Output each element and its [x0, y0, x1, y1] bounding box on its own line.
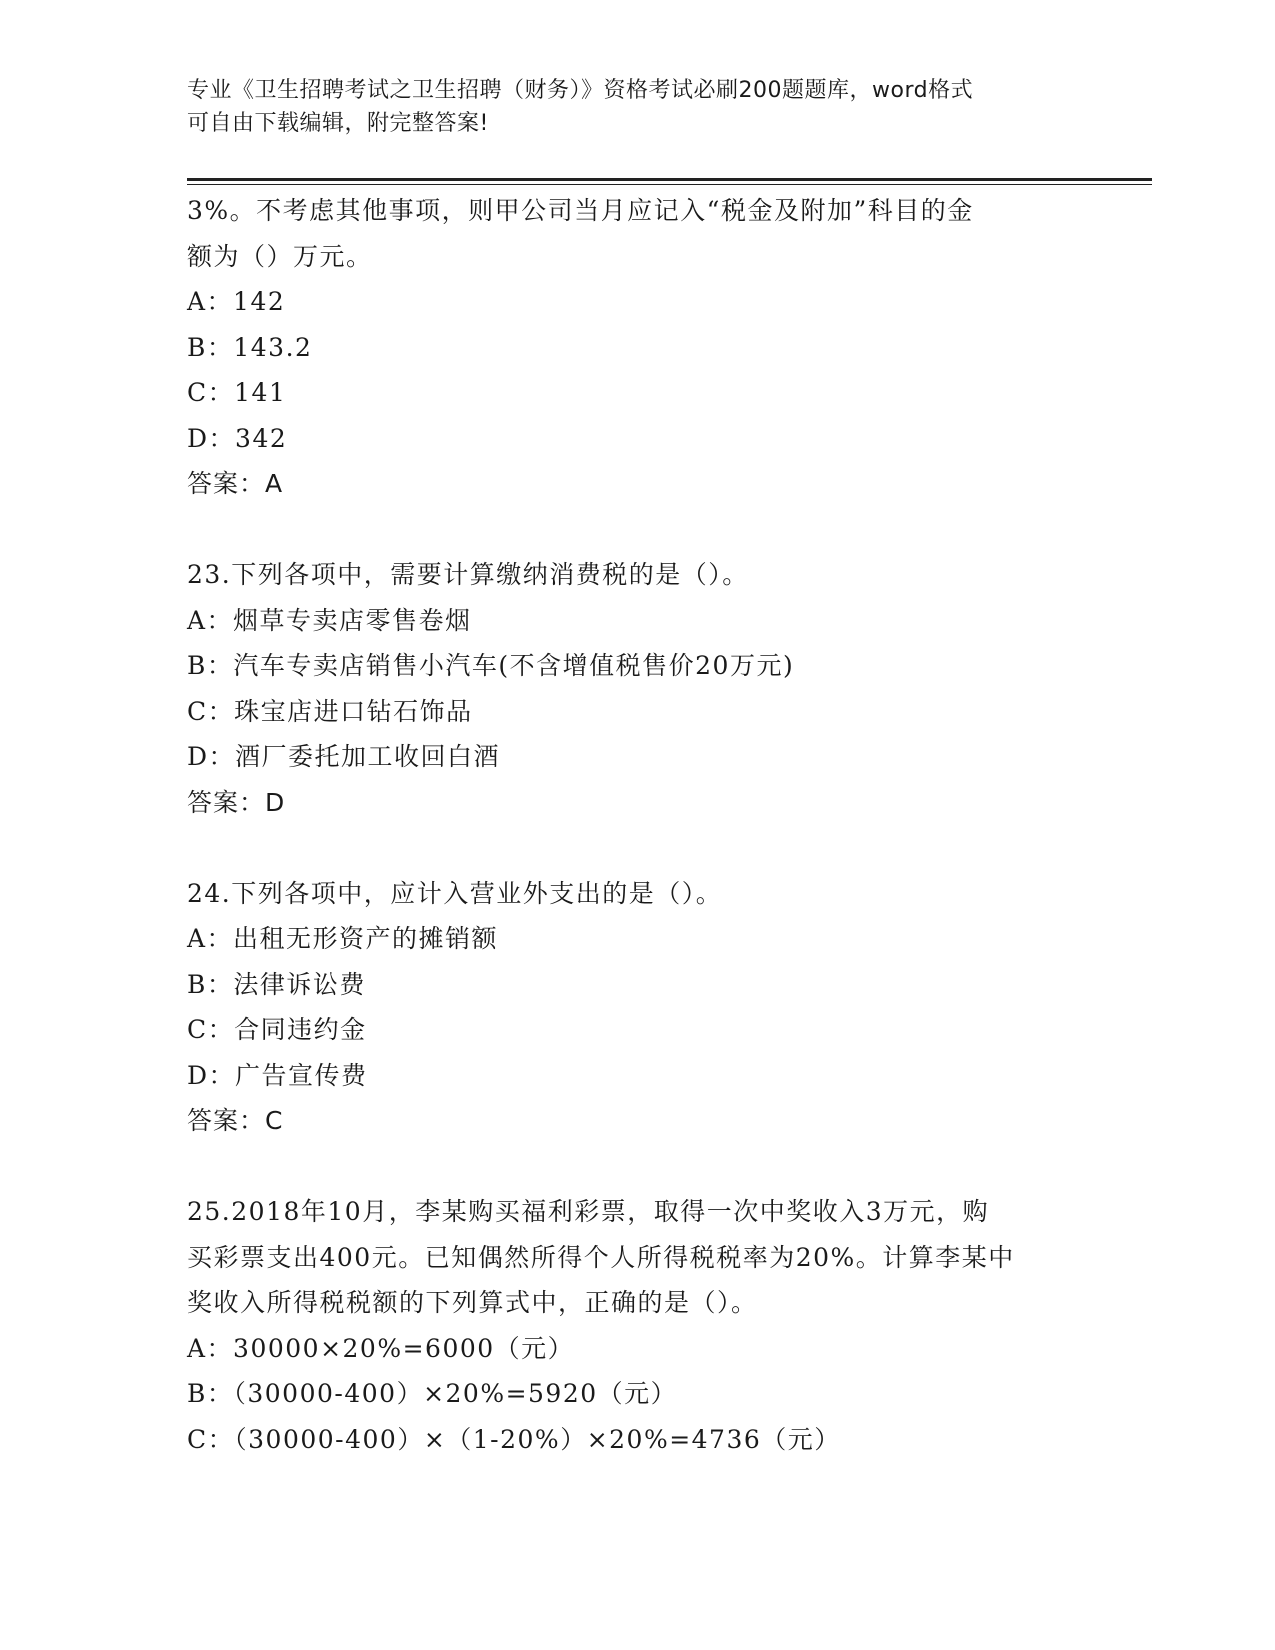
option-d: D：342	[187, 423, 288, 453]
option-c: C：141	[187, 378, 287, 407]
option-b: B：（30000-400）×20%=5920（元）	[187, 1379, 678, 1408]
spacer	[187, 1144, 1117, 1190]
question-block	[187, 1189, 1117, 1462]
header-line-1: 专业《卫生招聘考试之卫生招聘（财务）》资格考试必刷200题题库，word格式	[187, 78, 974, 103]
question-text-line: 3%。不考虑其他事项，则甲公司当月应记入“税金及附加”科目的金	[187, 196, 974, 225]
question-text-line: 奖收入所得税税额的下列算式中，正确的是（）。	[187, 1288, 758, 1317]
header-line-2: 可自由下载编辑，附完整答案!	[187, 111, 489, 136]
question-text-line: 23.下列各项中，需要计算缴纳消费税的是（）。	[187, 560, 749, 589]
option-a: A：30000×20%=6000（元）	[187, 1333, 575, 1363]
option-a: A：烟草专卖店零售卷烟	[187, 605, 472, 635]
option-d: D：酒厂委托加工收回白酒	[187, 742, 501, 771]
question-block	[187, 871, 1117, 1144]
option-b: B：法律诉讼费	[187, 969, 366, 999]
option-b: B：143.2	[187, 332, 313, 362]
header-divider-thin	[187, 184, 1152, 185]
question-block	[187, 188, 1117, 507]
option-d: D：广告宣传费	[187, 1060, 368, 1090]
answer-line: 答案：D	[187, 787, 286, 817]
option-c: C：（30000-400）×（1-20%）×20%=4736（元）	[187, 1424, 841, 1454]
option-a: A：142	[187, 287, 286, 316]
answer-line: 答案：C	[187, 1106, 284, 1135]
header-divider-thick	[187, 178, 1152, 181]
option-c: C：合同违约金	[187, 1015, 367, 1044]
answer-line: 答案：A	[187, 469, 284, 498]
question-block	[187, 552, 1117, 825]
option-c: C：珠宝店进口钻石饰品	[187, 696, 473, 726]
question-text-line: 24.下列各项中，应计入营业外支出的是（）。	[187, 878, 723, 908]
document-header	[187, 74, 1087, 140]
option-a: A：出租无形资产的摊销额	[187, 924, 499, 953]
question-text-line: 买彩票支出400元。已知偶然所得个人所得税税率为20%。计算李某中	[187, 1242, 1015, 1272]
question-text-line: 额为（）万元。	[187, 241, 373, 271]
spacer	[187, 825, 1117, 871]
question-text-line: 25.2018年10月，李某购买福利彩票，取得一次中奖收入3万元，购	[187, 1197, 990, 1226]
spacer	[187, 507, 1117, 553]
option-b: B：汽车专卖店销售小汽车(不含增值税售价20万元)	[187, 651, 795, 680]
question-list	[187, 188, 1117, 1462]
